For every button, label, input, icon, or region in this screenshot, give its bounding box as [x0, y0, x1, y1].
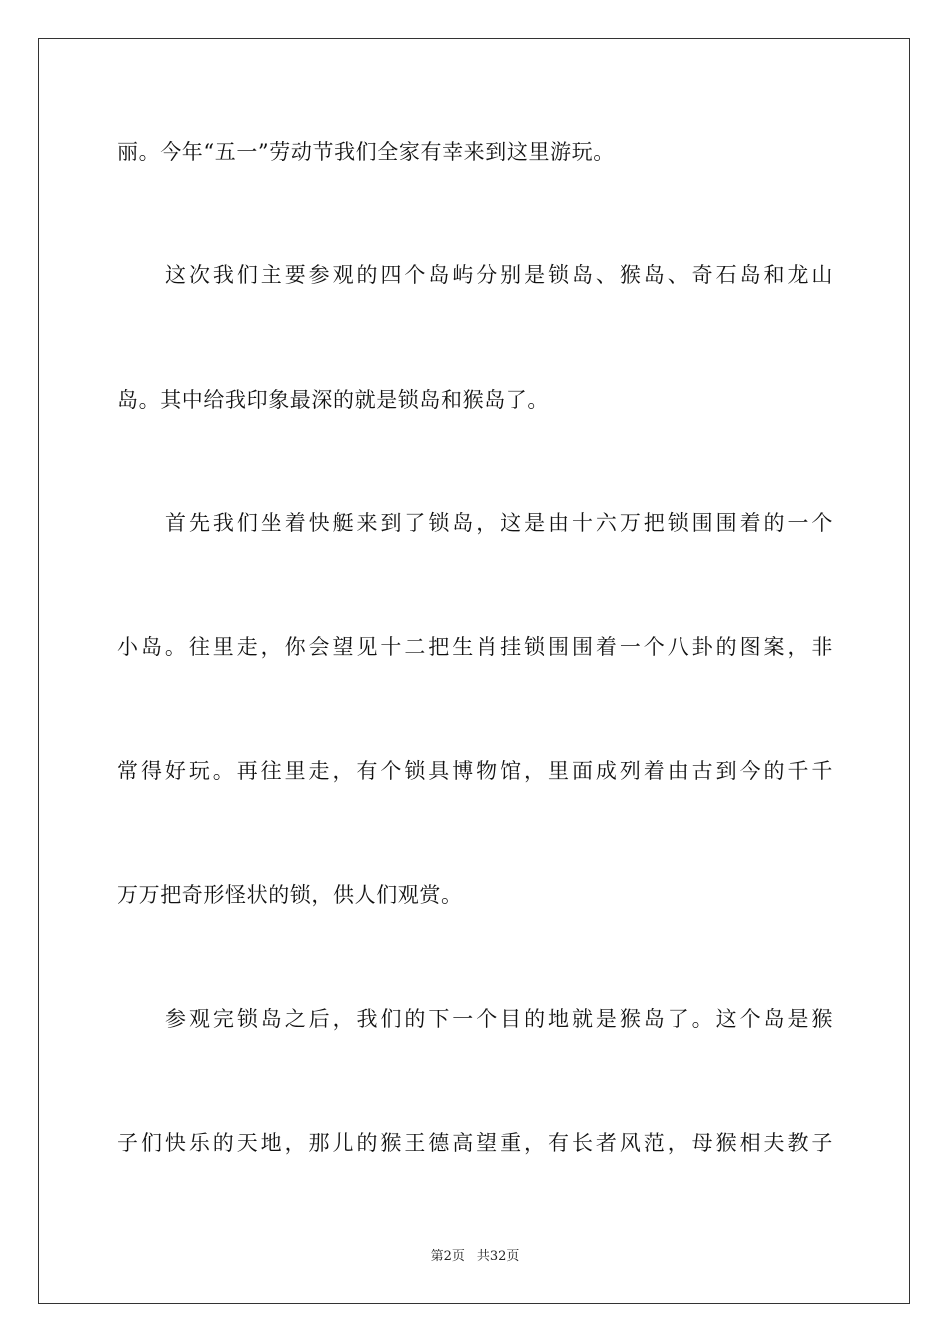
text-line-8: 参观完锁岛之后，我们的下一个目的地就是猴岛了。这个岛是猴 [165, 1007, 833, 1031]
text-line-1: 丽。今年“五一”劳动节我们全家有幸来到这里游玩。 [117, 140, 615, 164]
page-total: 共32页 [476, 1249, 520, 1264]
page-number: 第2页 [430, 1249, 465, 1264]
page-footer [0, 1248, 950, 1266]
text-line-2: 这次我们主要参观的四个岛屿分别是锁岛、猴岛、奇石岛和龙山 [165, 263, 833, 287]
text-line-5: 小岛。往里走，你会望见十二把生肖挂锁围围着一个八卦的图案，非 [117, 635, 833, 659]
text-line-6: 常得好玩。再往里走，有个锁具博物馆，里面成列着由古到今的千千 [117, 759, 833, 783]
text-line-3: 岛。其中给我印象最深的就是锁岛和猴岛了。 [117, 388, 549, 412]
page-frame [38, 38, 910, 1304]
text-line-4: 首先我们坐着快艇来到了锁岛，这是由十六万把锁围围着的一个 [165, 511, 833, 535]
text-line-9: 子们快乐的天地，那儿的猴王德高望重，有长者风范，母猴相夫教子 [117, 1131, 833, 1155]
text-line-7: 万万把奇形怪状的锁，供人们观赏。 [117, 883, 463, 907]
